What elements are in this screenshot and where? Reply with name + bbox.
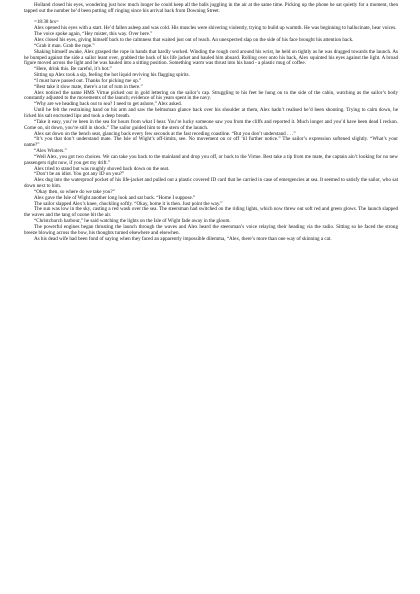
paragraph: “I must have passed out. Thanks for picking me up.” [34,77,142,84]
paragraph: As his dead wife had been fond of saying when they faced an apparently impossible dilemma, “Alex, there’s more than one way of skinning a cat. [34,235,332,242]
paragraph: “Well Alex, you got two choices. We can take you back to the mainland and drop you off, or back to the Virtue. Best take a tip from me mate, the captain ain’t looking for no new passengers right now, if you get my drift.” [24,153,398,166]
paragraph: The sailor slapped Alex’s knee, chuckling softly. “Okay, home it is then. Just point the way.” [34,200,223,207]
paragraph: Alex gave the Isle of Wight another long look and sat back. “Home I suppose.” [34,194,196,201]
scene-break-timestamp: =18:38 hrs= [34,19,59,26]
paragraph: “Why are we heading back out to sea? I need to get ashore,” Alex asked. [34,101,182,108]
paragraph: Alex noticed the name HMS Virtue picked out in gold lettering on the sailor’s cap. Struggling to his feet he hung on to the side of the cabin, watching as the sailor’s body constantly adjusted to the movements of the launch; evidence of his years spent in the navy. [24,89,398,102]
paragraph: “Alex Winters.” [34,148,67,155]
paragraph: “Best take it slow mate, there’s a tot of rum in there.” [34,83,143,90]
paragraph: Alex opened his eyes with a start. He’d fallen asleep and was cold. His muscles were shivering violently, trying to build up warmth. He was beginning to hallucinate, hear voices. [34,25,397,32]
paragraph: “Here, drink this. Be careful, it’s hot.” [34,66,112,73]
paragraph: Alex sat down on the bench seat, glancing back every few seconds at the fast receding coastline. “But you don’t understand . . .” [34,130,296,137]
paragraph: Holland closed his eyes, wondering just how much longer he could keep all the balls juggling in the air at the same time. Picking up the phone he sat quietly for a moment, then tapped out the number he’d been putting off ringing since his arrival back from Downing Street. [24,2,398,14]
paragraph: The voice spoke again, “Hey mister, this way. Over here.” [34,31,153,38]
paragraph: Alex dug into the waterproof pocket of his life-jacket and pulled out a plastic covered ID card that he carried in case of emergencies at sea. It seemed to satisfy the sailor, who sat down next to him. [24,177,398,190]
paragraph: The powerful engines began thrusting the launch through the waves and Alex heard the steersman’s voice relaying their heading via the radio. Sitting so he faced the strong breeze blowing across the bow, his thoughts turned elsewhere and elsewhen. [24,224,398,236]
paragraph: “Okay then, so where do we take you?” [34,188,115,195]
paragraph: Alex closed his eyes, giving himself back to the calmness that waited just out of reach. An unexpected slap on the side of his face brought his attention back. [34,37,354,44]
paragraph: The sun was low in the sky, casting a red wash over the sea. The steersman had switched on the riding lights, which now threw out soft red and green glows. The launch slapped the waves and the tang of ozone bit the air. [24,206,398,219]
paragraph: Sitting up Alex took a sip, feeling the hot liquid reviving his flagging spirits. [34,72,190,79]
document-page [24,3,398,243]
paragraph: “Take it easy, you’ve been in the sea for hours from what I hear. You’re lucky someone saw you from the cliffs and reported it. Much longer and you’d have been dead I reckon. Come on, sit down, you’re still in shock.” The sailor guided him to the stern of the launch. [24,118,398,131]
paragraph: “It’s you that don’t understand mate. The Isle of Wight’s off-limits, see. No movement on or off ’til further notice.” The sailor’s expression softened slightly. “What’s your name?” [24,136,398,149]
paragraph: “Don’t be an idiot. You got any ID on you?” [34,171,125,178]
paragraph: “Christchurch harbour,” he said watching the lights on the Isle of Wight fade away in the gloom. [34,218,231,225]
paragraph: Until he felt the restraining hand on his arm and saw the helmsman glance back over his shoulder at them, Alex hadn’t realised he’d been shouting. Trying to calm down, he licked his salt encrusted lips and took a deep breath. [24,107,398,119]
paragraph: Alex tried to stand but was roughly shoved back down on the seat. [34,165,170,172]
paragraph: “Grab it man. Grab the rope.” [34,42,95,49]
paragraph: Shaking himself awake, Alex grasped the rope in hands that hardly worked. Winding the rough cord around his wrist, he held on tightly as he was dragged towards the launch. As he bumped against the side a sailor leant over, grabbed the back of his life jacket and hauled him aboard. Rolling over onto his back, Alex squinted his eyes against the light. A broad figure moved across the light and he was hauled into a sitting position. Something warm was thrust into his hand - a plastic mug of coffee. [24,48,398,67]
